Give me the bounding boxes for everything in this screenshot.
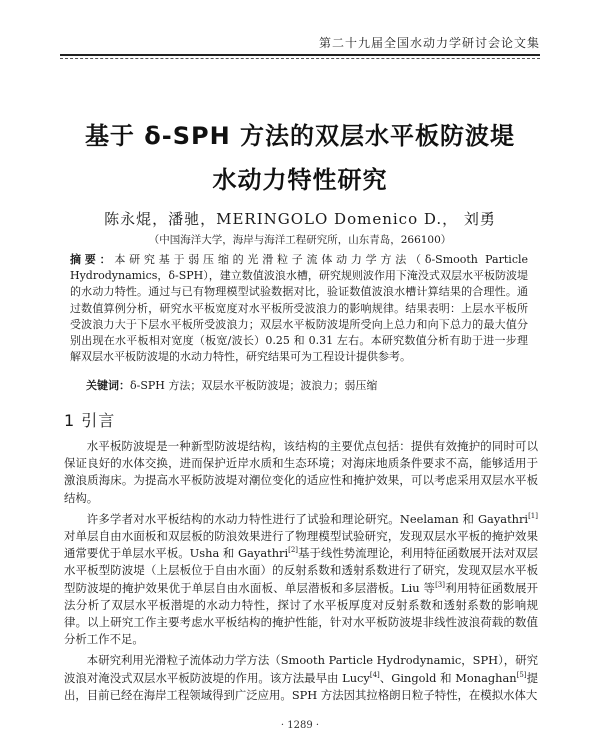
page-number: · 1289 · xyxy=(280,720,320,731)
keywords-label: 关键词： xyxy=(86,379,130,392)
keywords xyxy=(86,378,528,394)
paragraph-3-text-a: 本研究利用光滑粒子流体动力学方法（Smooth Particle Hydrodynamic，SPH），研究波浪对淹没式双层水平板防波堤的作用。该方法最早由 Lucy xyxy=(64,653,538,685)
paragraph-1: 水平板防波堤是一种新型防波堤结构，该结构的主要优点包括：提供有效掩护的同时可以保证良好的水体交换，进而保护近岸水质和生态环境；对海床地质条件要求不高，能够适用于激浪质海床。为提高水平板防波堤对潮位变化的适应性和掩护效果，可以考虑采用双层水平板结构。 xyxy=(64,439,538,505)
header-rule-dashed xyxy=(60,58,540,59)
abstract xyxy=(70,252,528,365)
paragraph-2-text-d: 利用特征函数展开法分析了双层水平板潜堤的水动力特性，探讨了水平板厚度对反射系数和透射系数的影响规律。以上研究工作主要考虑水平板结构的掩护性能，针对水平板防波堤非线性波浪荷载的数值分析工作不足。 xyxy=(64,580,538,647)
citation-ref: [4] xyxy=(369,670,380,679)
paragraph-2-text-c: 基于线性势流理论，利用特征函数展开法对双层水平板型防波堤（上层板位于自由水面）的反射系数和透射系数进行了研究，发现双层水平板型防波堤的掩护效果优于单层自由水面板、单层潜板和多层潜板。Liu 等 xyxy=(64,546,538,595)
citation-ref: [2] xyxy=(288,546,299,555)
paragraph-3-text-b: 、Gingold 和 Monaghan xyxy=(379,670,517,685)
citation-ref: [3] xyxy=(435,580,445,589)
citation-ref: [1] xyxy=(528,512,538,521)
paragraph-2-text-b: 对单层自由水面板和双层板的防浪效果进行了物理模型试验研究，发现双层水平板的掩护效果通常要优于单层水平板。Usha 和 Gayathri xyxy=(64,529,538,561)
paper-title-line-2: 水动力特性研究 xyxy=(212,166,388,194)
paragraph-3-text-c: 提出，目前已经在海岸工程领域得到广泛应用。SPH 方法因其拉格朗日粒子特性，在模拟水体大 xyxy=(64,670,538,702)
author-list: 陈永焜，潘驰，MERINGOLO Domenico D.， 刘勇 xyxy=(104,210,496,228)
section-heading-introduction: 1 引言 xyxy=(64,411,116,430)
paragraph-2 xyxy=(64,511,538,649)
affiliation: （中国海洋大学，海岸与海洋工程研究所，山东青岛，266100） xyxy=(148,234,452,246)
abstract-label: 摘要： xyxy=(70,253,115,266)
header-rule xyxy=(60,54,540,56)
paragraph-3 xyxy=(64,652,538,704)
body-text xyxy=(64,438,538,708)
keywords-text: δ-SPH 方法；双层水平板防波堤；波浪力；弱压缩 xyxy=(130,379,378,392)
abstract-text: 本研究基于弱压缩的光滑粒子流体动力学方法（δ-Smooth Particle Hydrodynamics，δ-SPH），建立数值波浪水槽，研究规则波作用下淹没式双层水平板防波堤的水动力特性。通过与已有物理模型试验数据对比，验证数值波浪水槽计算结果的合理性。通过数值算例分析，研究水平板宽度对水平板所受波浪力的影响规律。结果表明：上层水平板所受波浪力大于下层水平板所受波浪力；双层水平板防波堤所受向上总力和向下总力的最大值分别出现在水平板相对宽度（板宽/波长）0.25 和 0.31 左右。本研究数值分析有助于进一步理解双层水平板防波堤的水动力特性，研究结果可为工程设计提供参考。 xyxy=(70,253,529,364)
paragraph-2-text-a: 许多学者对水平板结构的水动力特性进行了试验和理论研究。Neelaman 和 Gayathri xyxy=(86,511,529,526)
citation-ref: [5] xyxy=(516,670,527,679)
paper-title-line-1: 基于 δ-SPH 方法的双层水平板防波堤 xyxy=(84,122,516,150)
running-header: 第二十九届全国水动力学研讨会论文集 xyxy=(318,36,540,50)
